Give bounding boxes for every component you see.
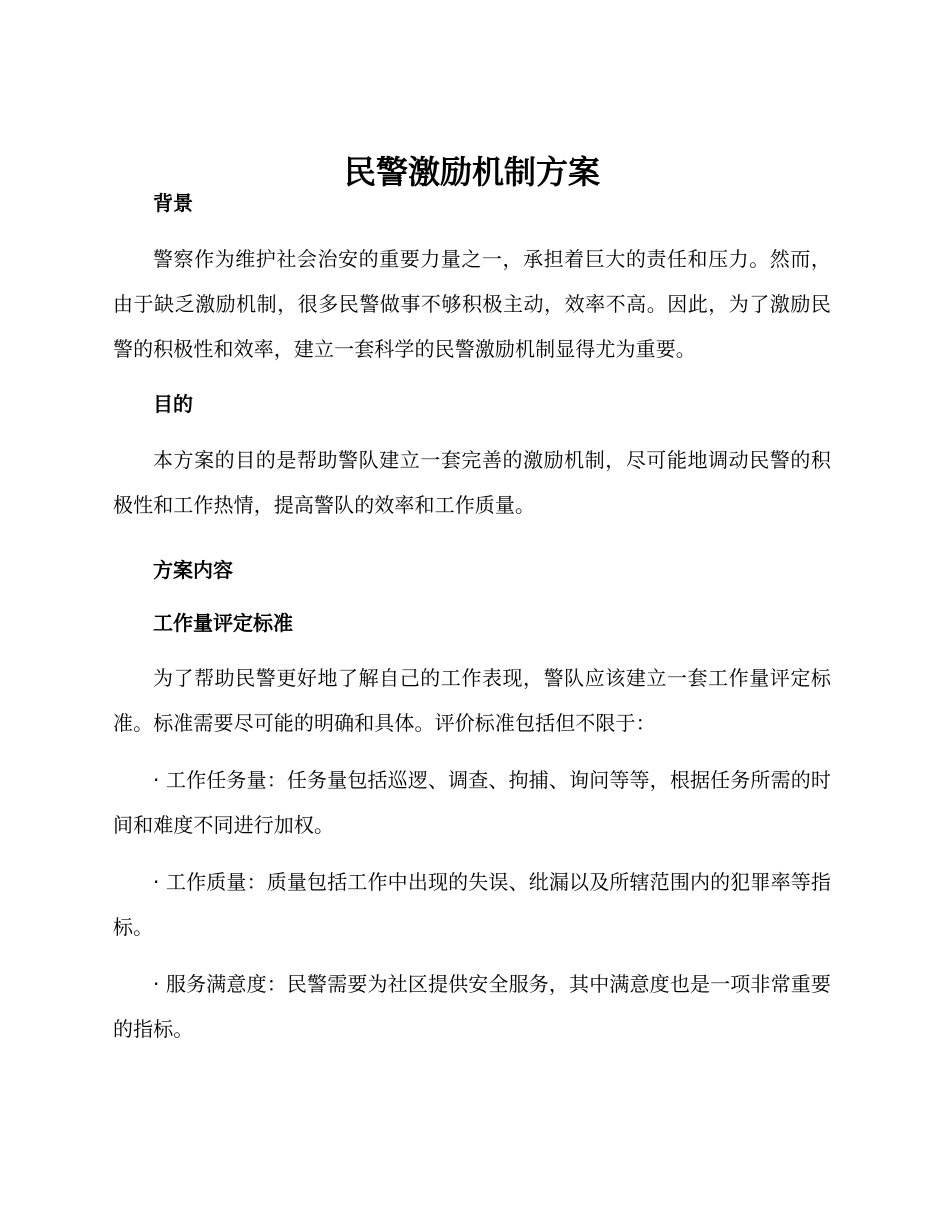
- list-item-service-satisfaction: · 服务满意度：民警需要为社区提供安全服务，其中满意度也是一项非常重要的指标。: [113, 972, 831, 1041]
- spacer: [113, 417, 831, 438]
- paragraph-purpose: 本方案的目的是帮助警队建立一套完善的激励机制，尽可能地调动民警的积极性和工作热情，提高警队的效率和工作质量。: [113, 448, 831, 517]
- spacer: [113, 528, 831, 557]
- spacer: [113, 372, 831, 391]
- section-heading-workload: 工作量评定标准: [153, 611, 293, 635]
- section-heading-background: 背景: [153, 191, 193, 215]
- spacer: [113, 636, 831, 656]
- section-heading-purpose: 目的: [153, 392, 193, 416]
- document-title: 民警激励机制方案: [343, 153, 600, 191]
- paragraph-workload: 为了帮助民警更好地了解自己的工作表现，警队应该建立一套工作量评定标准。标准需要尽可能的明确和具体。评价标准包括但不限于：: [113, 666, 831, 735]
- spacer: [113, 216, 831, 237]
- paragraph-background: 警察作为维护社会治安的重要力量之一，承担着巨大的责任和压力。然而，由于缺乏激励机制，很多民警做事不够积极主动，效率不高。因此，为了激励民警的积极性和效率，建立一套科学的民警激励机制显得尤为重要。: [113, 247, 831, 361]
- section-heading-content: 方案内容: [153, 558, 233, 582]
- list-item-task-volume: · 工作任务量：任务量包括巡逻、调查、拘捕、询问等等，根据任务所需的时间和难度不同进行加权。: [113, 768, 831, 837]
- list-item-work-quality: · 工作质量：质量包括工作中出现的失误、纰漏以及所辖范围内的犯罪率等指标。: [113, 870, 831, 939]
- spacer: [113, 583, 831, 610]
- document-page: [113, 150, 831, 1052]
